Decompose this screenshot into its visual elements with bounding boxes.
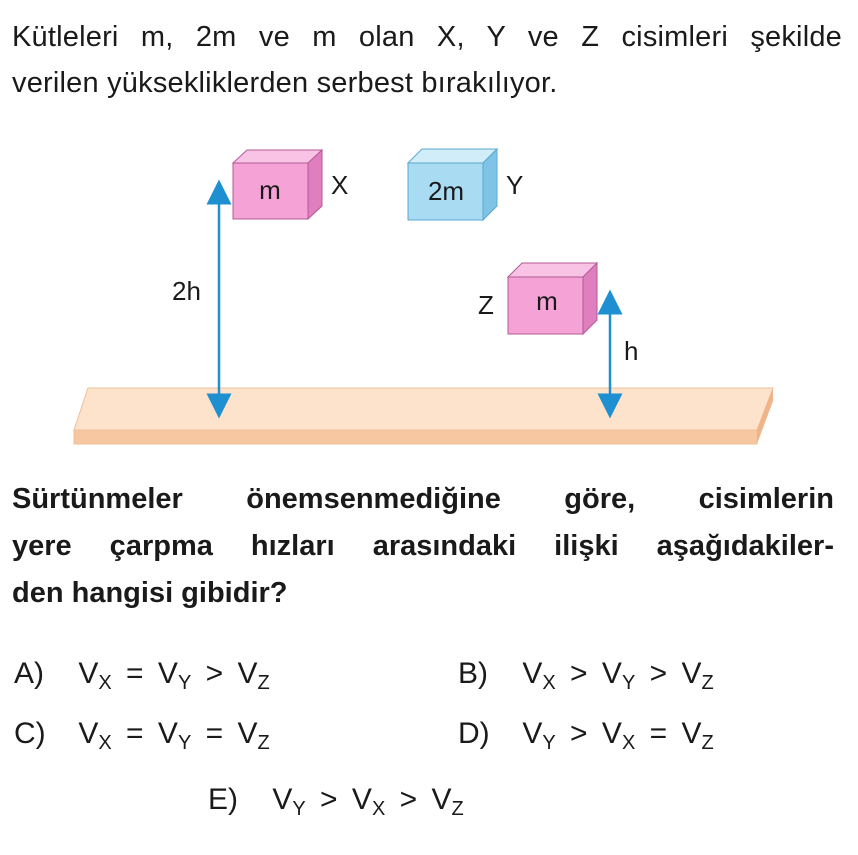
- term-v: V: [78, 717, 99, 750]
- term-v: V: [237, 717, 258, 750]
- height-label-h: h: [624, 336, 639, 366]
- relation: >: [570, 657, 588, 690]
- term-sub: Y: [177, 732, 192, 754]
- term-v: V: [431, 783, 452, 816]
- term-v: V: [78, 657, 99, 690]
- option-letter: D): [458, 717, 490, 750]
- relation: =: [205, 717, 224, 750]
- term-sub: Y: [177, 672, 192, 694]
- option-letter: C): [14, 717, 46, 750]
- option-d[interactable]: [458, 717, 714, 755]
- term-v: V: [237, 657, 258, 690]
- relation: >: [570, 717, 588, 750]
- term-v: V: [522, 717, 543, 750]
- option-a[interactable]: [14, 657, 270, 695]
- term-v: V: [681, 717, 702, 750]
- term-sub: Y: [292, 798, 306, 820]
- question-line-1: Sürtünmeler önemsenmediğine göre, cisimlerin: [12, 483, 834, 515]
- box-x: [233, 150, 322, 219]
- term-sub: X: [98, 672, 112, 694]
- term-sub: X: [371, 798, 386, 820]
- term-v: V: [157, 657, 178, 690]
- question-line-3: den hangisi gibidir?: [12, 577, 288, 609]
- box-y-label: Y: [506, 170, 524, 200]
- box-y: [408, 149, 497, 220]
- question-line-2: yere çarpma hızları arasındaki ilişki aşağıdakiler-: [12, 530, 834, 562]
- relation: >: [320, 783, 338, 816]
- question-text: [12, 476, 834, 617]
- problem-statement: [12, 14, 842, 106]
- height-label-2h: 2h: [172, 276, 201, 306]
- term-sub: X: [542, 672, 556, 694]
- term-v: V: [681, 657, 702, 690]
- term-sub: Y: [621, 672, 636, 694]
- option-b[interactable]: [458, 657, 714, 695]
- option-letter: A): [14, 657, 44, 690]
- option-c[interactable]: [14, 717, 270, 755]
- term-sub: Z: [257, 732, 270, 754]
- relation: >: [649, 657, 668, 690]
- term-v: V: [601, 657, 622, 690]
- term-sub: Z: [257, 672, 270, 694]
- box-z: [508, 263, 597, 334]
- term-v: V: [522, 657, 543, 690]
- term-v: V: [157, 717, 178, 750]
- term-sub: X: [621, 732, 636, 754]
- box-z-mass: m: [536, 286, 558, 316]
- box-y-mass: 2m: [427, 176, 465, 206]
- relation: >: [399, 783, 418, 816]
- term-sub: Z: [451, 798, 464, 820]
- term-v: V: [601, 717, 622, 750]
- term-sub: X: [98, 732, 112, 754]
- term-sub: Z: [701, 732, 714, 754]
- term-sub: Y: [542, 732, 556, 754]
- ground-plank: [74, 388, 773, 444]
- option-letter: E): [208, 783, 238, 816]
- box-x-label: X: [331, 170, 349, 200]
- option-letter: B): [458, 657, 488, 690]
- statement-line-1: Kütleleri m, 2m ve m olan X, Y ve Z cisimleri şekilde: [12, 21, 842, 53]
- box-z-label: Z: [478, 290, 494, 320]
- relation: =: [649, 717, 668, 750]
- statement-line-2: verilen yüksekliklerden serbest bırakılıyor.: [12, 67, 558, 99]
- term-v: V: [351, 783, 372, 816]
- free-fall-figure: [0, 130, 858, 460]
- relation: =: [126, 657, 144, 690]
- option-e[interactable]: [208, 783, 464, 821]
- term-v: V: [272, 783, 293, 816]
- relation: =: [126, 717, 144, 750]
- box-x-mass: m: [259, 175, 281, 205]
- term-sub: Z: [701, 672, 714, 694]
- relation: >: [205, 657, 224, 690]
